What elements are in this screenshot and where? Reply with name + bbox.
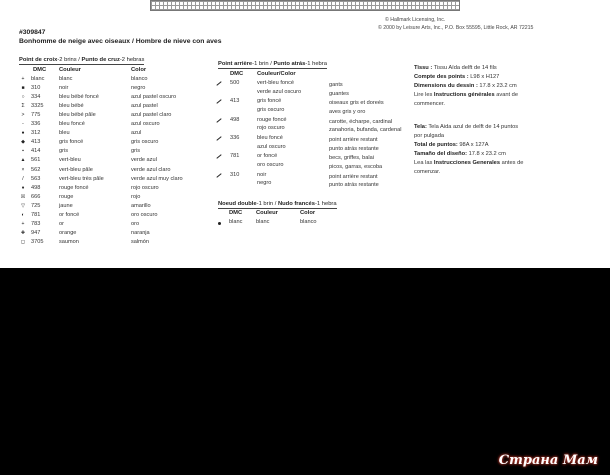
color-name-fr: rouge foncé: [59, 184, 89, 191]
instructions-link: Instrucciones Generales: [433, 160, 500, 166]
stitch-usage: guantes: [329, 90, 349, 97]
count-label: Compte des points :: [414, 74, 469, 80]
color-name-fr: vert-bleu: [59, 157, 81, 164]
symbol-icon: ×: [21, 166, 25, 173]
table-row: [0, 220, 210, 229]
color-name-es: blanco: [131, 76, 148, 82]
color-name: rojo oscuro: [257, 125, 285, 132]
column-header-dmc: DMC: [33, 67, 47, 73]
color-name-es: verde azul muy claro: [131, 175, 183, 182]
stitch-usage: zanahoria, bufanda, cardenal: [329, 127, 402, 134]
dmc-number: 413: [31, 139, 41, 146]
stitch-usage: aves gris y oro: [329, 108, 366, 115]
color-name-fr: bleu foncé: [59, 121, 85, 128]
color-name-fr: rouge: [59, 193, 74, 200]
color-name-fr: blanc: [59, 76, 73, 82]
symbol-icon: ■: [21, 85, 25, 92]
dmc-number: blanc: [31, 76, 45, 82]
table-row: [0, 229, 210, 238]
dmc-number: 310: [31, 85, 41, 92]
dmc-number: 310: [230, 171, 240, 178]
fabric-value: Tela Aida azul de delft de 14 puntos: [426, 124, 519, 130]
color-name: negro: [257, 180, 272, 187]
watermark: Страна Мам: [498, 453, 598, 468]
pattern-heading: [19, 28, 221, 46]
color-name-fr: noir: [59, 85, 69, 92]
pattern-sheet: © Hallmark Licensing, Inc. © 2000 by Leisure Arts, Inc., P.O. Box 55595, Little Rock, AR 72215 #309847 Bonhomme de neige avec oiseaux / Hombre de nieve con aves Point de croix-2 brins / Punto de cruz-2 hebras DMC Couleur Color + blanc blanc blanco ■ 310 noir negro ○ 334 bleu bébé foncé azul pastel oscuro Σ 3325 bleu bébé azul pastel > 775 bleu bébé pâle azul pastel claro - 336 bleu foncé azul oscuro ● 312 bleu azul ◆ 413 gris foncé gris oscuro ▪ 414 gris gris ▲ 561 vert-bleu verde azul × 562 vert-bleu pâle verde azul claro / 563 vert-bleu très pâle verde azul muy claro ♦ 498 rouge foncé rojo oscuro ☒ 666 rouge rojo ▽ 725 jaune amarillo ◐ 781 or foncé oro oscuro + 783 or oro ✚ 947 orange naranja ◻ 3705 saumon salmón Point arrière-1 brin / Punto atrás-1 hebra DMC Couleur/Color 500 vert-bleu foncé verde azul oscuro gants guantes 413 gris foncé gris oscuro oiseaux gris et doreés aves gris y oro 498 rouge foncé rojo oscuro carotte, écharpe, cardinal zanahoria, bufanda, cardenal 336 bleu foncé azul oscuro point arrière restant punto atrás restante 781 or foncé oro oscuro becs, griffes, balai picos, garras, escoba 310 noir negro point arrière restant punto atrás restante Noeud double-1 brin / Nudo francés-1 hebra DMC Couleur Color blanc blanc blanco Tissu : Tissu Aïda delft de 14 fils Compte des points : L98 x H127 Dimensions du dessin : 17.8 x 23.2 cm Lire les Instructions générales avant de commencer. Tela: Tela Aida azul de delft de 14 puntos por pulgada Total de puntos: 98A x 127A Tamaño del diseño: 17.8 x 23.2 cm Lea las Instrucciones Generales antes de comenzar.: [0, 0, 610, 268]
fabric-label: Tissu :: [414, 65, 433, 71]
symbol-icon: -: [22, 121, 24, 128]
color-name-fr: jaune: [59, 202, 73, 209]
dmc-number: 781: [230, 153, 240, 160]
table-row: [0, 75, 210, 84]
table-row: [0, 138, 210, 147]
pattern-title: Bonhomme de neige avec oiseaux / Hombre de nieve con aves: [19, 38, 222, 45]
dmc-number: 725: [31, 202, 41, 209]
symbol-icon: Σ: [21, 103, 25, 110]
size-value: 17.8 x 23.2 cm: [477, 83, 517, 89]
color-name-es: azul: [131, 130, 142, 137]
table-row: [0, 129, 210, 138]
knot-color: blanco: [300, 219, 317, 225]
symbol-icon: ▽: [21, 202, 25, 209]
instructions-link: Instructions générales: [433, 92, 495, 98]
color-name-fr: gris: [59, 148, 69, 155]
color-name-es: naranja: [131, 229, 150, 236]
table-row: [0, 238, 210, 247]
table-row: [0, 202, 210, 211]
color-name-es: azul pastel: [131, 103, 158, 110]
column-header-color: Color: [300, 210, 316, 216]
knot-dmc: blanc: [229, 219, 243, 225]
color-name-fr: bleu bébé: [59, 103, 84, 110]
dmc-number: 562: [31, 166, 41, 173]
copyright-block: [378, 16, 533, 32]
color-name-es: oro oscuro: [131, 211, 158, 218]
backstitch-line-icon: [216, 173, 221, 178]
color-name-es: amarillo: [131, 202, 151, 209]
color-name: gris foncé: [257, 98, 282, 105]
color-name-es: rojo: [131, 193, 141, 200]
chart-grid-edge: [0, 0, 610, 11]
color-name: verde azul oscuro: [257, 88, 302, 95]
dmc-number: 312: [31, 130, 41, 137]
backstitch-line-icon: [216, 136, 221, 141]
fabric-label: Tela:: [414, 124, 427, 130]
cross-stitch-heading: Point de croix-2 brins / Punto de cruz-2 hebras: [19, 57, 145, 63]
color-name: oro oscuro: [257, 161, 284, 168]
symbol-icon: ◆: [21, 139, 25, 146]
color-name-fr: or foncé: [59, 211, 80, 218]
pattern-number: #309847: [19, 29, 46, 36]
symbol-icon: ●: [21, 130, 25, 137]
backstitch-line-icon: [216, 99, 221, 104]
symbol-icon: ▪: [22, 148, 24, 155]
color-name-es: verde azul claro: [131, 166, 171, 173]
backstitch-line-icon: [216, 81, 221, 86]
backstitch-heading: Point arrière-1 brin / Punto atrás-1 hebra: [218, 61, 327, 67]
symbol-icon: >: [21, 112, 25, 119]
copyright-line: © 2000 by Leisure Arts, Inc., P.O. Box 55595, Little Rock, AR 72215: [378, 25, 534, 31]
column-header-color: Color: [131, 67, 147, 73]
stitch-usage: punto atrás restante: [329, 182, 379, 189]
color-name: vert-bleu foncé: [257, 80, 295, 86]
color-name-es: rojo oscuro: [131, 184, 159, 191]
size-value: 17.8 x 23.2 cm: [466, 151, 506, 157]
dmc-number: 781: [31, 211, 41, 218]
color-name-es: negro: [131, 85, 146, 92]
count-value: L98 x H127: [468, 74, 500, 80]
table-row: [0, 184, 210, 193]
stitch-usage: becs, griffes, balai: [329, 155, 374, 162]
table-row: [0, 147, 210, 156]
color-name-es: azul oscuro: [131, 121, 160, 128]
table-row: [0, 156, 210, 165]
color-name: azul oscuro: [257, 143, 286, 150]
instructions-text: comenzar.: [414, 169, 441, 175]
dmc-number: 413: [230, 98, 240, 105]
column-header-couleur-color: Couleur/Color: [257, 71, 296, 77]
table-row: [0, 84, 210, 93]
color-name-fr: vert-bleu pâle: [59, 166, 93, 173]
dmc-number: 414: [31, 148, 41, 155]
column-header-dmc: DMC: [230, 71, 244, 77]
color-name-fr: bleu bébé foncé: [59, 94, 99, 101]
color-name: bleu foncé: [257, 134, 283, 141]
table-row: [0, 102, 210, 111]
dmc-number: 3325: [31, 103, 44, 110]
dmc-number: 561: [31, 157, 41, 164]
dmc-number: 775: [31, 112, 41, 119]
dmc-number: 563: [31, 175, 41, 182]
color-name-fr: vert-bleu très pâle: [59, 175, 104, 182]
dmc-number: 498: [31, 184, 41, 191]
dmc-number: 3705: [31, 238, 44, 245]
knot-couleur: blanc: [256, 219, 270, 225]
color-name-es: gris: [131, 148, 141, 155]
table-row: [0, 175, 210, 184]
size-label: Dimensions du dessin :: [414, 83, 478, 89]
color-name-es: gris oscuro: [131, 139, 159, 146]
symbol-icon: +: [21, 220, 25, 227]
color-name-es: azul pastel claro: [131, 112, 172, 119]
count-value: 98A x 127A: [457, 142, 489, 148]
color-name-fr: bleu: [59, 130, 70, 137]
french-knot-heading: Noeud double-1 brin / Nudo francés-1 hebra: [218, 201, 337, 207]
backstitch-line-icon: [216, 154, 221, 159]
table-row: [0, 193, 210, 202]
table-row: [0, 166, 210, 175]
symbol-icon: ○: [21, 94, 25, 101]
color-name-fr: gris foncé: [59, 139, 84, 146]
column-header-couleur: Couleur: [59, 67, 81, 73]
size-label: Tamaño del diseño:: [414, 151, 467, 157]
stitch-usage: gants: [329, 82, 343, 88]
count-label: Total de puntos:: [414, 142, 458, 148]
column-header-dmc: DMC: [229, 210, 243, 216]
color-name-fr: or: [59, 220, 64, 227]
stitch-usage: point arrière restant: [329, 173, 378, 180]
column-header-couleur: Couleur: [256, 210, 278, 216]
french-knot-icon: [218, 222, 221, 225]
color-name-fr: bleu bébé pâle: [59, 112, 96, 119]
dmc-number: 500: [230, 80, 240, 86]
symbol-icon: ◐: [21, 211, 25, 218]
fabric-value: por pulgada: [414, 133, 445, 139]
table-row: [0, 111, 210, 120]
color-name-es: oro: [131, 220, 140, 227]
symbol-icon: ✚: [20, 229, 26, 236]
stitch-usage: punto atrás restante: [329, 145, 379, 152]
color-name: gris oscuro: [257, 106, 285, 113]
dmc-number: 947: [31, 229, 41, 236]
stitch-usage: picos, garras, escoba: [329, 163, 383, 170]
color-name-fr: orange: [59, 229, 77, 236]
backstitch-line-icon: [216, 118, 221, 123]
symbol-icon: /: [22, 175, 24, 182]
color-name-es: verde azul: [131, 157, 157, 164]
color-name-fr: saumon: [59, 238, 79, 245]
stitch-usage: point arrière restant: [329, 136, 378, 143]
table-row: [0, 120, 210, 129]
symbol-icon: ▲: [20, 157, 26, 164]
color-name-es: salmón: [131, 238, 150, 245]
copyright-line: © Hallmark Licensing, Inc.: [385, 17, 446, 23]
dmc-number: 336: [230, 134, 240, 141]
dmc-number: 336: [31, 121, 41, 128]
dmc-number: 334: [31, 94, 41, 101]
color-name: rouge foncé: [257, 116, 287, 123]
fabric-value: Tissu Aïda delft de 14 fils: [432, 65, 497, 71]
table-row: [0, 211, 210, 220]
dmc-number: 783: [31, 220, 41, 227]
stitch-usage: oiseaux gris et doreés: [329, 100, 384, 107]
dmc-number: 666: [31, 193, 41, 200]
symbol-icon: ♦: [21, 184, 25, 191]
table-row: [0, 93, 210, 102]
symbol-icon: ◻: [20, 238, 26, 245]
color-name: or foncé: [257, 153, 278, 160]
color-name-es: azul pastel oscuro: [131, 94, 177, 101]
symbol-icon: +: [21, 76, 25, 82]
instructions-text: commencer.: [414, 101, 445, 107]
color-name: noir: [257, 171, 267, 178]
dmc-number: 498: [230, 116, 240, 123]
symbol-icon: ☒: [20, 193, 26, 200]
stitch-usage: carotte, écharpe, cardinal: [329, 118, 393, 125]
